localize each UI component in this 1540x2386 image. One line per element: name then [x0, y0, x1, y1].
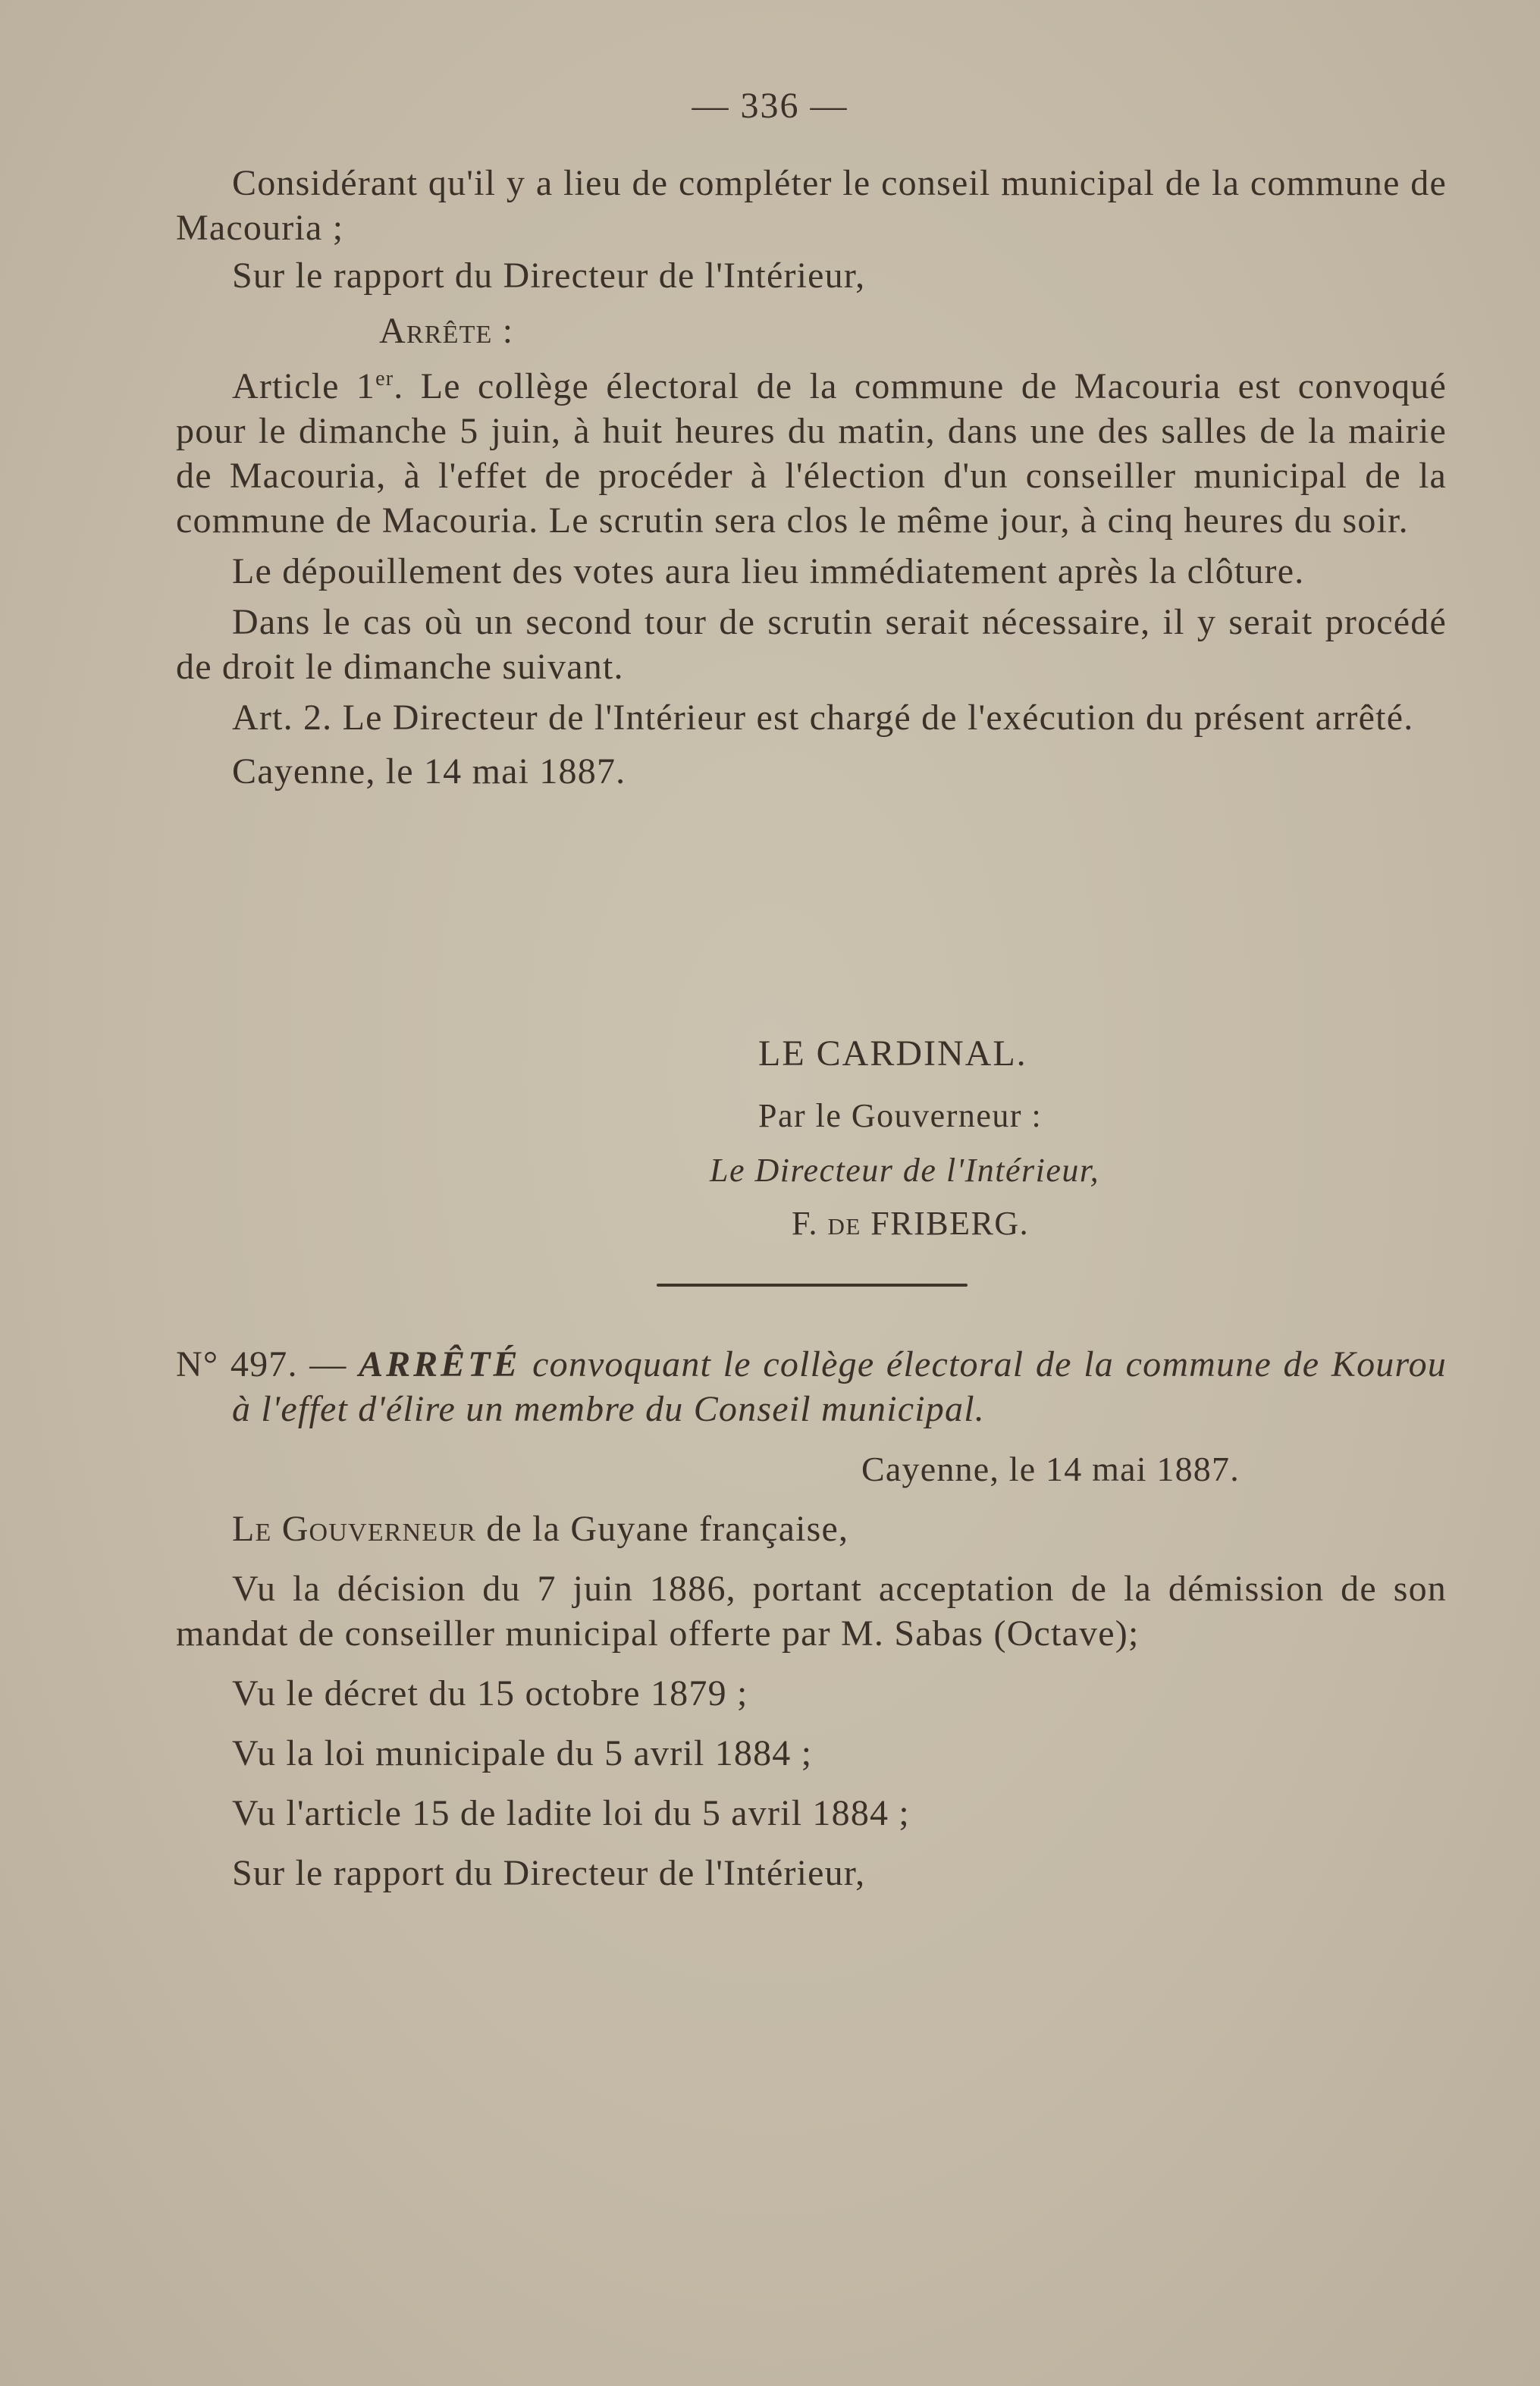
- article1-text: . Le collège électoral de la commune de Macouria est convoqué pour le dimanche 5 juin, à huit heures du matin, dans une des salles de la mairie de Macouria, à l'effet de procéder à l'élection d'un conseiller municipal de la commune de Macouria. Le scrutin sera clos le même jour, à cinq heures du soir.: [176, 366, 1447, 541]
- directeur-name: FRIBERG.: [870, 1205, 1030, 1242]
- gouverneur-label: Le Gouverneur: [232, 1509, 477, 1549]
- date-place-line: Cayenne, le 14 mai 1887.: [232, 751, 626, 792]
- vu-article-paragraph: Vu l'article 15 de ladite loi du 5 avril 1884 ;: [232, 1793, 910, 1833]
- directeur-name-de: de: [827, 1205, 861, 1242]
- decree-dash: —: [297, 1344, 359, 1384]
- directeur-name-prefix: F.: [792, 1205, 818, 1242]
- article1-label: Article 1: [232, 366, 376, 406]
- previous-decree-block: [176, 161, 1447, 794]
- article1-paragraph: [176, 364, 1447, 543]
- decree-497-block: [176, 1342, 1447, 1895]
- depouillement-paragraph: Le dépouillement des votes aura lieu immédiatement après la clôture.: [232, 551, 1305, 591]
- vu-decret-paragraph: Vu le décret du 15 octobre 1879 ;: [232, 1673, 748, 1713]
- gouverneur-rest: de la Guyane française,: [476, 1509, 849, 1549]
- decree-title-rest: convoquant le collège électoral de la commune de Kourou à l'effet d'élire un membre du Conseil municipal.: [232, 1344, 1447, 1429]
- second-tour-paragraph: Dans le cas où un second tour de scrutin serait nécessaire, il y serait procédé de droit le dimanche suivant.: [176, 602, 1447, 687]
- rapport-497-paragraph: Sur le rapport du Directeur de l'Intérieur,: [232, 1853, 866, 1893]
- rapport-paragraph: Sur le rapport du Directeur de l'Intérieur,: [232, 256, 866, 296]
- directeur-name-line: [792, 1204, 1247, 1243]
- vu-loi-paragraph: Vu la loi municipale du 5 avril 1884 ;: [232, 1733, 813, 1773]
- par-gouverneur-line: Par le Gouverneur :: [758, 1097, 1043, 1134]
- gouverneur-paragraph: [176, 1507, 1447, 1551]
- signatory: LE CARDINAL.: [758, 1033, 1027, 1074]
- decree-497-title: [176, 1342, 1447, 1431]
- vu-decision-paragraph: Vu la décision du 7 juin 1886, portant acceptation de la démission de son mandat de conseiller municipal offerte par M. Sabas (Octave);: [176, 1569, 1447, 1654]
- article2-paragraph: Art. 2. Le Directeur de l'Intérieur est chargé de l'exécution du présent arrêté.: [232, 698, 1414, 738]
- article1-superscript: er: [375, 367, 394, 390]
- arrete-heading: Arrête :: [379, 311, 514, 351]
- page-number: — 336 —: [692, 86, 848, 126]
- considerant-paragraph: Considérant qu'il y a lieu de compléter le conseil municipal de la commune de Macouria ;: [176, 163, 1447, 248]
- section-divider: [657, 1284, 968, 1287]
- directeur-title-line: Le Directeur de l'Intérieur,: [710, 1152, 1100, 1189]
- decree-number: N° 497.: [176, 1344, 298, 1384]
- decree-497-date-place: Cayenne, le 14 mai 1887.: [861, 1450, 1240, 1488]
- decree-arrete-word: ARRÊTÉ: [359, 1344, 521, 1384]
